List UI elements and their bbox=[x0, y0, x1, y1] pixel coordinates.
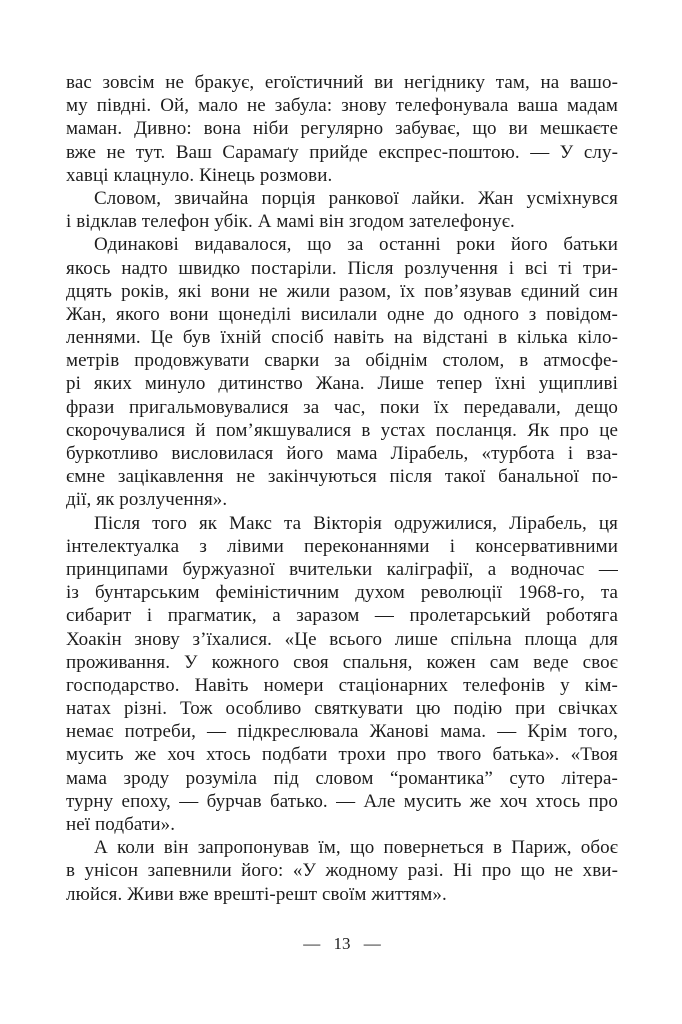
text-line: Жан, якого вони щонеділі висилали одне до одного з повідом- bbox=[66, 303, 618, 325]
text-line: і відклав телефон убік. А мамі він згодом зателефонує. bbox=[66, 211, 515, 233]
text-line: мусить же хоч хтось подбати трохи про твого батька». «Твоя bbox=[66, 744, 618, 766]
text-line: фрази пригальмовувалися за час, поки їх передавали, дещо bbox=[66, 396, 618, 418]
paragraph bbox=[66, 71, 618, 187]
text-line: натах різні. Тож особливо святкувати цю подію при свічках bbox=[66, 698, 618, 720]
paragraph bbox=[66, 512, 618, 837]
text-line: мама зроду розуміла під словом “романтика” суто літера- bbox=[66, 767, 618, 789]
text-line: хавці клацнуло. Кінець розмови. bbox=[66, 164, 333, 186]
text-line: ємне зацікавлення не закінчуються після такої банальної по- bbox=[66, 466, 618, 488]
text-line: Хоакін знову з’їхалися. «Це всього лише спільна площа для bbox=[66, 628, 618, 650]
text-line: Одинакові видавалося, що за останні роки його батьки bbox=[94, 234, 618, 256]
text-line: му півдні. Ой, мало не забула: знову телефонувала ваша мадам bbox=[66, 95, 618, 117]
text-line: вас зовсім не бракує, егоїстичний ви негіднику там, на вашо- bbox=[66, 72, 618, 93]
text-line: принципами буржуазної вчительки каліграфії, а водночас — bbox=[66, 558, 618, 580]
paragraph bbox=[66, 187, 618, 233]
text-line: метрів продовжувати сварки за обіднім столом, в атмосфе- bbox=[66, 350, 618, 372]
text-line: буркотливо висловилася його мама Лірабель, «турбота і вза- bbox=[66, 443, 618, 464]
text-line: немає потреби, — підкреслювала Жанові мама. — Крім того, bbox=[66, 721, 618, 743]
text-line: дцять років, які вони не жили разом, їх пов’язував єдиний син bbox=[66, 280, 618, 302]
page-text bbox=[66, 71, 618, 906]
text-line: дії, як розлучення». bbox=[66, 489, 228, 511]
paragraph bbox=[66, 233, 618, 511]
text-line: сибарит і прагматик, а заразом — пролетарський роботяга bbox=[66, 605, 618, 627]
text-line: А коли він запропонував їм, що повернеться в Париж, обоє bbox=[94, 837, 618, 859]
text-line: господарство. Навіть номери стаціонарних телефонів у кім- bbox=[66, 674, 618, 696]
text-line: рі яких минуло дитинство Жана. Лише тепер їхні ущипливі bbox=[66, 373, 618, 395]
text-line: люйся. Живи вже врешті-решт своїм життям». bbox=[66, 883, 447, 905]
text-line: в унісон запевнили його: «У жодному разі. Ні про що не хви- bbox=[66, 860, 618, 882]
text-line: Словом, звичайна порція ранкової лайки. Жан усміхнувся bbox=[94, 187, 618, 209]
text-line: неї подбати». bbox=[66, 814, 176, 835]
text-line: маман. Дивно: вона ніби регулярно забуває, що ви мешкаєте bbox=[66, 118, 618, 140]
text-line: скорочувалися й пом’якшувалися в устах посланця. Як про це bbox=[66, 419, 618, 441]
text-line: із бунтарським феміністичним духом революції 1968-го, та bbox=[66, 582, 618, 604]
page-number: — 13 — bbox=[303, 934, 381, 953]
text-line: леннями. Це був їхній спосіб навіть на відстані в кілька кіло- bbox=[66, 327, 618, 349]
text-line: інтелектуалка з лівими переконаннями і консервативними bbox=[66, 535, 618, 557]
paragraph bbox=[66, 836, 618, 906]
text-line: вже не тут. Ваш Сарамаґу прийде експрес-поштою. — У слу- bbox=[66, 141, 618, 163]
text-line: якось надто швидко постаріли. Після розлучення і всі ті три- bbox=[66, 257, 618, 279]
text-line: турну епоху, — бурчав батько. — Але мусить же хоч хтось про bbox=[66, 790, 618, 812]
text-line: Після того як Макс та Вікторія одружилися, Лірабель, ця bbox=[94, 512, 618, 534]
text-line: проживання. У кожного своя спальня, кожен сам веде своє bbox=[66, 651, 618, 673]
